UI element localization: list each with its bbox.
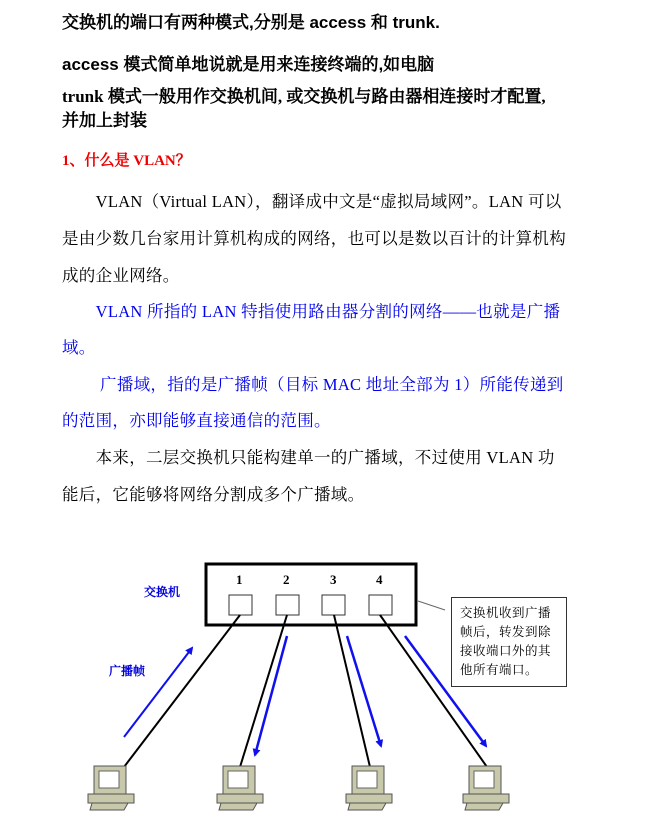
cable-1: [124, 615, 240, 767]
computer-icon: [217, 766, 263, 810]
computer-icon: [88, 766, 134, 810]
port-1: [229, 595, 252, 615]
switch-label: 交换机: [144, 585, 181, 599]
intro-line-1: 交换机的端口有两种模式,分别是 access 和 trunk.: [62, 13, 440, 32]
port-number-3: 3: [330, 572, 337, 587]
port-number-1: 1: [236, 572, 243, 587]
paragraph-3-line-2: 的范围，亦即能够直接通信的范围。: [62, 411, 331, 430]
intro-line-2: access 模式简单地说就是用来连接终端的,如电脑: [62, 55, 435, 74]
paragraph-2-line-1: VLAN 所指的 LAN 特指使用路由器分割的网络——也就是广播: [62, 302, 561, 321]
paragraph-4-line-2: 能后，它能够将网络分割成多个广播域。: [62, 485, 365, 504]
callout-line: [418, 601, 445, 610]
paragraph-4-line-1: 本来，二层交换机只能构建单一的广播域，不过使用 VLAN 功: [62, 448, 555, 467]
intro-line-4: 并加上封装: [62, 111, 147, 130]
paragraph-1-line-2: 是由少数几台家用计算机构成的网络，也可以是数以百计的计算机构: [62, 229, 566, 248]
paragraph-1-line-1: VLAN（Virtual LAN），翻译成中文是“虚拟局域网”。LAN 可以: [62, 192, 562, 211]
callout-note: 交换机收到广播帧后，转发到除接收端口外的其他所有端口。: [451, 597, 567, 687]
broadcast-frame-label: 广播帧: [109, 664, 146, 678]
port-2: [276, 595, 299, 615]
paragraph-2-line-2: 域。: [62, 338, 96, 357]
cable-2: [240, 615, 287, 767]
arrow-down-port2: [255, 636, 287, 755]
paragraph-3-line-1: 广播域，指的是广播帧（目标 MAC 地址全部为 1）所能传递到: [62, 375, 564, 394]
section-heading: 1、什么是 VLAN？: [62, 153, 191, 169]
computer-icon: [463, 766, 509, 810]
computer-icon: [346, 766, 392, 810]
port-3: [322, 595, 345, 615]
port-number-2: 2: [283, 572, 290, 587]
port-number-4: 4: [376, 572, 383, 587]
intro-line-3: trunk 模式一般用作交换机间, 或交换机与路由器相连接时才配置,: [62, 87, 546, 106]
port-4: [369, 595, 392, 615]
paragraph-1-line-3: 成的企业网络。: [62, 266, 180, 285]
